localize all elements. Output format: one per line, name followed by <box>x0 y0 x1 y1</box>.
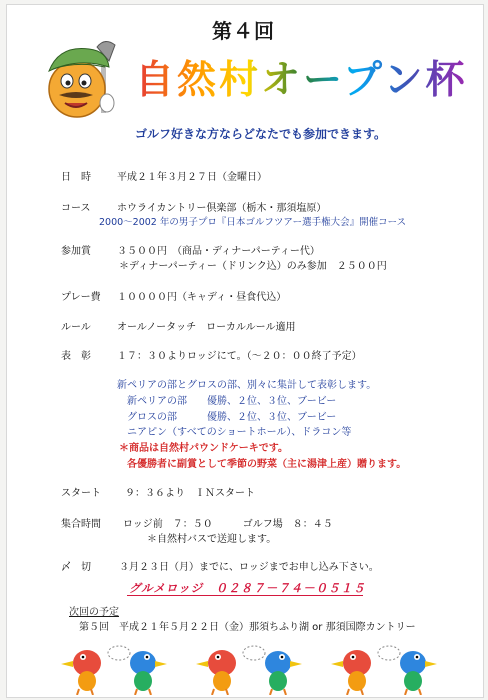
awards-line-peria: 新ペリアの部 優勝、２位、３位、ブービー <box>127 396 337 407</box>
flyer-page <box>6 4 484 698</box>
golf-ball-mascot-icon <box>39 31 123 127</box>
course-value: ホウライカントリー倶楽部（栃木・那須塩原） <box>117 203 327 214</box>
date-label: 日 時 <box>61 172 91 183</box>
awards-extra-prize-note: 各優勝者に副賞として季節の野菜（主に湯津上産）贈ります。 <box>127 459 407 470</box>
course-label: コース <box>61 203 91 214</box>
deadline-value: ３月２３日（月）までに、ロッジまでお申し込み下さい。 <box>119 562 379 573</box>
rule-value: オールノータッチ ローカルルール適用 <box>117 322 296 333</box>
meeting-note: ＊自然村バスで送迎します。 <box>147 534 277 545</box>
next-value: 第５回 平成２１年５月２２日（金）那須ちふり湖 or 那須国際カントリー <box>79 622 416 633</box>
bird-pair-icon <box>196 646 302 695</box>
contact-underline <box>127 595 363 596</box>
tagline: ゴルフ好きな方ならどなたでも参加できます。 <box>135 127 387 141</box>
bird-pair-icon <box>61 646 167 695</box>
awards-intro: 新ペリアの部とグロスの部、別々に集計して表彰します。 <box>117 380 377 391</box>
event-title: 自然村オープン杯 <box>135 49 468 105</box>
play-fee-value: １００００円（キャディ・昼食代込） <box>117 292 287 303</box>
start-label: スタート <box>61 488 101 499</box>
fee-value: ３５００円 （商品・ディナーパーティー代） <box>117 246 320 257</box>
awards-line-gross: グロスの部 優勝、２位、３位、ブービー <box>127 412 337 423</box>
edition-title: 第４回 <box>212 19 275 43</box>
awards-line-nearpin: ニアピン（すべてのショートホール）、ドラコン等 <box>127 427 352 438</box>
fee-note: ＊ディナーパーティー（ドリンク込）のみ参加 ２５００円 <box>119 261 387 272</box>
meeting-label: 集合時間 <box>61 519 101 530</box>
start-value: ９：３６より ＩＮスタート <box>125 488 255 499</box>
award-value: １７：３０よりロッジにて。（～２０：００終了予定） <box>117 351 362 362</box>
awards-prize-note: ＊商品は自然村パウンドケーキです。 <box>119 443 288 454</box>
date-value: 平成２１年３月２７日（金曜日） <box>117 172 267 183</box>
bird-pair-icon <box>331 646 437 695</box>
next-heading: 次回の予定 <box>69 607 119 618</box>
fee-label: 参加賞 <box>61 246 91 257</box>
contact-phone: グルメロッジ ０２８７－７４－０５１５ <box>129 581 366 595</box>
award-label: 表 彰 <box>61 351 91 362</box>
rule-label: ルール <box>61 322 91 333</box>
birds-decoration <box>57 637 457 695</box>
deadline-label: 〆 切 <box>61 562 91 573</box>
play-fee-label: プレー費 <box>61 292 101 303</box>
meeting-value: ロッジ前 ７：５０ ゴルフ場 ８：４５ <box>123 519 333 530</box>
course-note: 2000～2002 年の男子プロ『日本ゴルフツアー選手権大会』開催コース <box>99 217 407 228</box>
